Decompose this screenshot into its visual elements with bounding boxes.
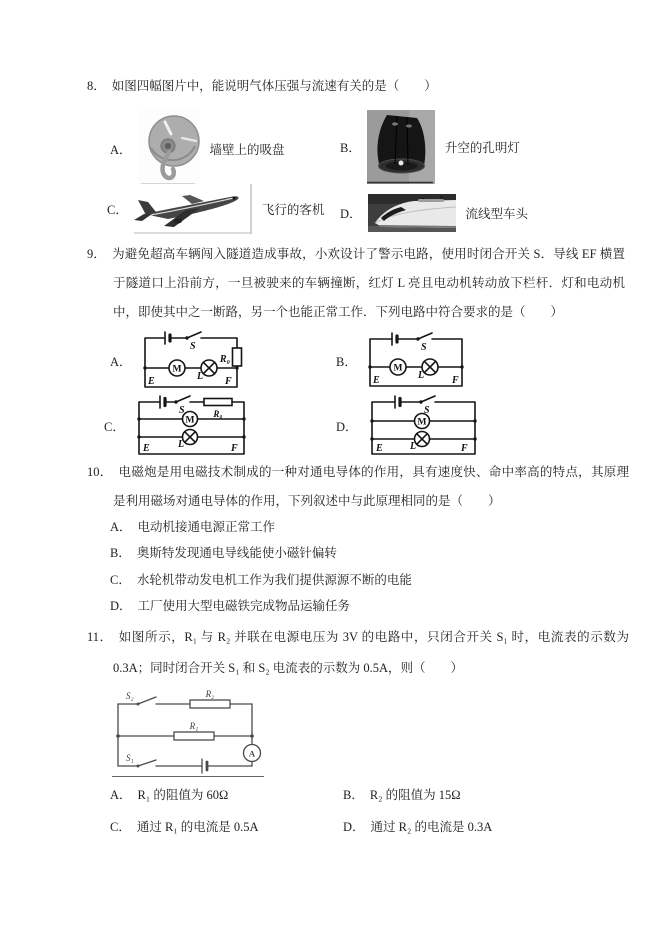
option-label: C． xyxy=(110,820,131,834)
terminal-e-label: E xyxy=(142,443,150,454)
q8-option-d xyxy=(340,194,528,232)
motor-label: M xyxy=(417,417,427,428)
terminal-e-label: E xyxy=(147,376,155,387)
question-number: 8． xyxy=(87,79,106,93)
circuit-diagram-b xyxy=(366,331,470,390)
q8-option-b xyxy=(340,110,520,184)
question-11-stem xyxy=(87,622,629,684)
option-caption: 墙壁上的吸盘 xyxy=(209,142,285,157)
question-text: 电磁炮是用电磁技术制成的一种对通电导体的作用，具有速度快、命中率高的特点，其原理是利用磁场对通电导体的作用，下列叙述中与此原理相同的是（ ） xyxy=(113,465,629,508)
terminal-e-label: E xyxy=(372,375,380,386)
option-text: 水轮机带动发电机工作为我们提供源源不断的电能 xyxy=(136,573,412,587)
question-number: 9． xyxy=(87,247,107,261)
option-label: B． xyxy=(340,141,361,155)
q10-option-c xyxy=(110,571,412,589)
ammeter-label: A xyxy=(248,748,256,759)
suction-cup-image xyxy=(138,110,200,187)
switch2-label: S₂ xyxy=(126,691,134,701)
terminal-f-label: F xyxy=(224,376,232,387)
switch1-label: S₁ xyxy=(126,753,134,763)
option-label: D． xyxy=(336,420,358,434)
option-label: C． xyxy=(107,203,128,217)
airplane-image xyxy=(134,184,252,234)
circuit-diagram-c xyxy=(134,395,249,457)
terminal-f-label: F xyxy=(460,443,468,454)
q9-option-b xyxy=(336,331,470,390)
option-text: 通过 R₂ 的电流是 0.3A xyxy=(370,820,493,834)
lamp-label: L xyxy=(196,371,203,382)
option-label: B． xyxy=(336,354,357,369)
option-text: 工厂使用大型电磁铁完成物品运输任务 xyxy=(137,599,351,613)
lamp-label: L xyxy=(417,370,424,381)
terminal-f-label: F xyxy=(230,443,238,454)
question-text: 如图四幅图片中，能说明气体压强与流速有关的是（ ） xyxy=(111,79,437,93)
option-caption: 流线型车头 xyxy=(465,207,529,221)
lamp-label: L xyxy=(409,441,416,452)
circuit-diagram-a xyxy=(141,330,245,391)
switch-label: S xyxy=(420,342,427,353)
option-label: D． xyxy=(340,207,362,221)
q10-option-a xyxy=(110,518,275,536)
q10-option-d xyxy=(110,597,350,615)
option-caption: 升空的孔明灯 xyxy=(444,141,520,155)
switch-label: S xyxy=(423,405,430,416)
q11-option-b xyxy=(343,786,461,804)
circuit-diagram-d xyxy=(367,395,481,457)
option-text: R₁ 的阻值为 60Ω xyxy=(137,788,229,802)
resistor2-label: R₂ xyxy=(205,689,215,699)
q11-option-d xyxy=(343,818,492,836)
q8-option-a xyxy=(110,110,285,187)
q11-option-c xyxy=(110,818,259,836)
q9-option-a xyxy=(110,330,245,391)
option-label: D． xyxy=(343,820,365,834)
question-text: 为避免超高车辆闯入隧道造成事故，小欢设计了警示电路，使用时闭合开关 S．导线 EF 横置于隧道口上沿前方，一旦被驶来的车辆撞断，红灯 L 亮且电动机转动放下栏杆．灯和电动机中，即使其中之一断路，另一个也能正常工作．下列电路中符合要求的是（ ） xyxy=(112,247,625,319)
question-number: 11． xyxy=(87,630,113,644)
option-label: C． xyxy=(110,573,131,587)
switch-label: S xyxy=(178,405,185,416)
sky-lantern-image xyxy=(367,110,435,184)
question-8-stem xyxy=(87,72,625,101)
question-number: 10． xyxy=(87,465,113,479)
option-text: 电动机接通电源正常工作 xyxy=(137,520,276,534)
terminal-e-label: E xyxy=(375,443,383,454)
option-label: B． xyxy=(343,788,364,802)
q9-option-c xyxy=(104,395,249,457)
option-label: B． xyxy=(110,546,131,560)
motor-label: M xyxy=(393,363,403,374)
question-10-stem xyxy=(87,458,629,516)
terminal-f-label: F xyxy=(451,375,459,386)
option-caption: 飞行的客机 xyxy=(261,203,325,217)
question-9-stem xyxy=(87,240,625,327)
option-label: A． xyxy=(110,142,132,157)
q11-option-a xyxy=(110,786,228,804)
motor-label: M xyxy=(185,415,195,426)
resistor-label: R₀ xyxy=(219,354,230,365)
q10-option-b xyxy=(110,544,337,562)
switch-label: S xyxy=(189,341,196,352)
question-text: 如图所示，R₁ 与 R₂ 并联在电源电压为 3V 的电路中，只闭合开关 S₁ 时，电流表的示数为 0.3A；同时闭合开关 S₁ 和 S₂ 电流表的示数为 0.5A，则（ ） xyxy=(113,630,629,675)
option-text: 通过 R₁ 的电流是 0.5A xyxy=(136,820,259,834)
option-text: 奥斯特发现通电导线能使小磁针偏转 xyxy=(136,546,337,560)
option-label: A． xyxy=(110,520,132,534)
q11-circuit-figure xyxy=(112,688,264,777)
parallel-circuit-diagram xyxy=(112,688,264,776)
option-label: D． xyxy=(110,599,132,613)
resistor1-label: R₁ xyxy=(189,721,199,731)
option-label: A． xyxy=(110,354,132,369)
resistor-label: R₀ xyxy=(213,409,223,419)
option-label: A． xyxy=(110,788,132,802)
option-label: C． xyxy=(104,420,125,434)
q8-option-c xyxy=(107,184,324,234)
q9-option-d xyxy=(336,395,481,457)
lamp-label: L xyxy=(177,439,184,450)
train-image xyxy=(368,194,456,232)
motor-label: M xyxy=(172,364,182,375)
option-text: R₂ 的阻值为 15Ω xyxy=(369,788,461,802)
